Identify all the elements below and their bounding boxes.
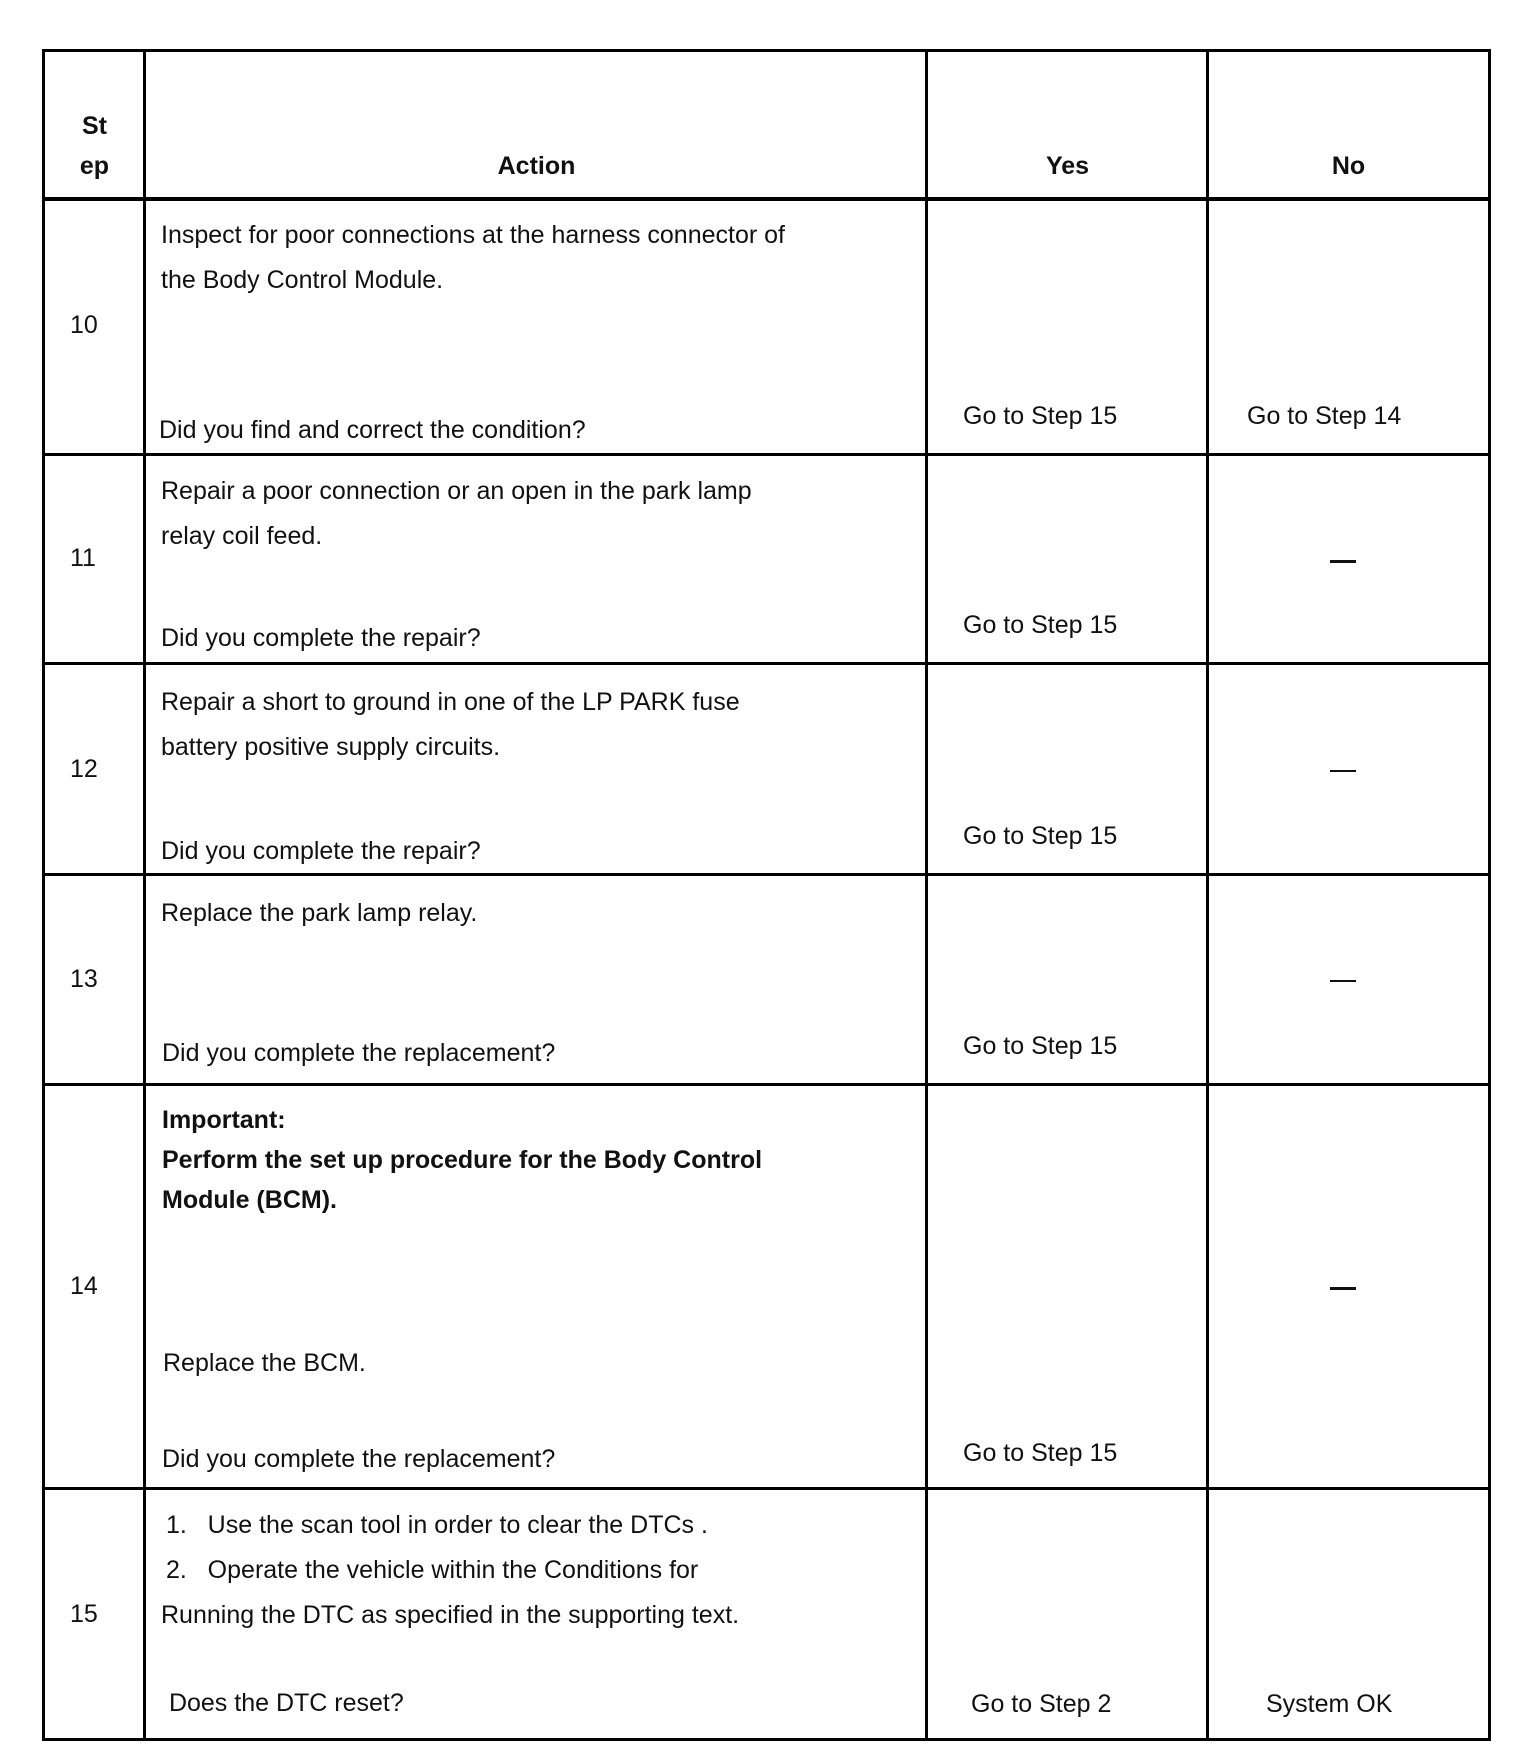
header-no: No xyxy=(1331,152,1366,180)
no-result: System OK xyxy=(1266,1690,1393,1718)
action-text: relay coil feed. xyxy=(161,522,323,550)
row-divider-11 xyxy=(42,662,1491,665)
yes-result: Go to Step 15 xyxy=(963,822,1118,850)
table-border-top xyxy=(42,49,1491,52)
yes-result: Go to Step 15 xyxy=(963,402,1118,430)
question-text: Did you complete the repair? xyxy=(161,837,481,865)
question-text: Does the DTC reset? xyxy=(162,1689,404,1717)
question-text: Did you complete the replacement? xyxy=(162,1445,556,1473)
important-label: Important: xyxy=(162,1106,286,1134)
important-text: Perform the set up procedure for the Body Control xyxy=(162,1146,763,1174)
yes-result: Go to Step 15 xyxy=(963,1032,1118,1060)
row-divider-14 xyxy=(42,1487,1491,1490)
important-text: Module (BCM). xyxy=(162,1186,337,1214)
header-action: Action xyxy=(497,152,576,180)
step-number: 11 xyxy=(70,544,96,572)
header-divider xyxy=(42,197,1491,201)
table-border-bottom xyxy=(42,1738,1491,1741)
action-text: Running the DTC as specified in the supporting text. xyxy=(161,1601,740,1629)
action-text: Repair a poor connection or an open in the park lamp xyxy=(161,477,752,505)
action-list-item: 2. Operate the vehicle within the Conditions for xyxy=(166,1556,699,1584)
question-text: Did you find and correct the condition? xyxy=(159,416,586,444)
action-text: the Body Control Module. xyxy=(161,266,444,294)
step-number: 12 xyxy=(70,755,98,783)
action-list-item: 1. Use the scan tool in order to clear the DTCs . xyxy=(166,1511,708,1539)
no-result: Go to Step 14 xyxy=(1247,402,1402,430)
action-text: Repair a short to ground in one of the LP PARK fuse xyxy=(161,688,740,716)
action-text: Replace the park lamp relay. xyxy=(161,899,478,927)
yes-result: Go to Step 15 xyxy=(963,1439,1118,1467)
step-number: 13 xyxy=(70,965,98,993)
question-text: Did you complete the replacement? xyxy=(162,1039,556,1067)
question-text: Did you complete the repair? xyxy=(161,624,481,652)
no-result-dash xyxy=(1330,980,1356,982)
header-step-line2: ep xyxy=(79,152,110,180)
step-number: 14 xyxy=(70,1272,98,1300)
no-result-dash xyxy=(1330,560,1356,563)
row-divider-10 xyxy=(42,453,1491,456)
step-number: 15 xyxy=(70,1600,98,1628)
yes-result: Go to Step 2 xyxy=(971,1690,1112,1718)
action-text: battery positive supply circuits. xyxy=(161,733,501,761)
step-number: 10 xyxy=(70,311,98,339)
row-divider-13 xyxy=(42,1083,1491,1086)
no-result-dash xyxy=(1330,770,1356,772)
header-step-line1: St xyxy=(82,112,107,140)
yes-result: Go to Step 15 xyxy=(963,611,1118,639)
action-text: Replace the BCM. xyxy=(163,1349,366,1377)
no-result-dash xyxy=(1330,1287,1356,1290)
action-text: Inspect for poor connections at the harness connector of xyxy=(161,221,785,249)
header-yes: Yes xyxy=(1045,152,1090,180)
